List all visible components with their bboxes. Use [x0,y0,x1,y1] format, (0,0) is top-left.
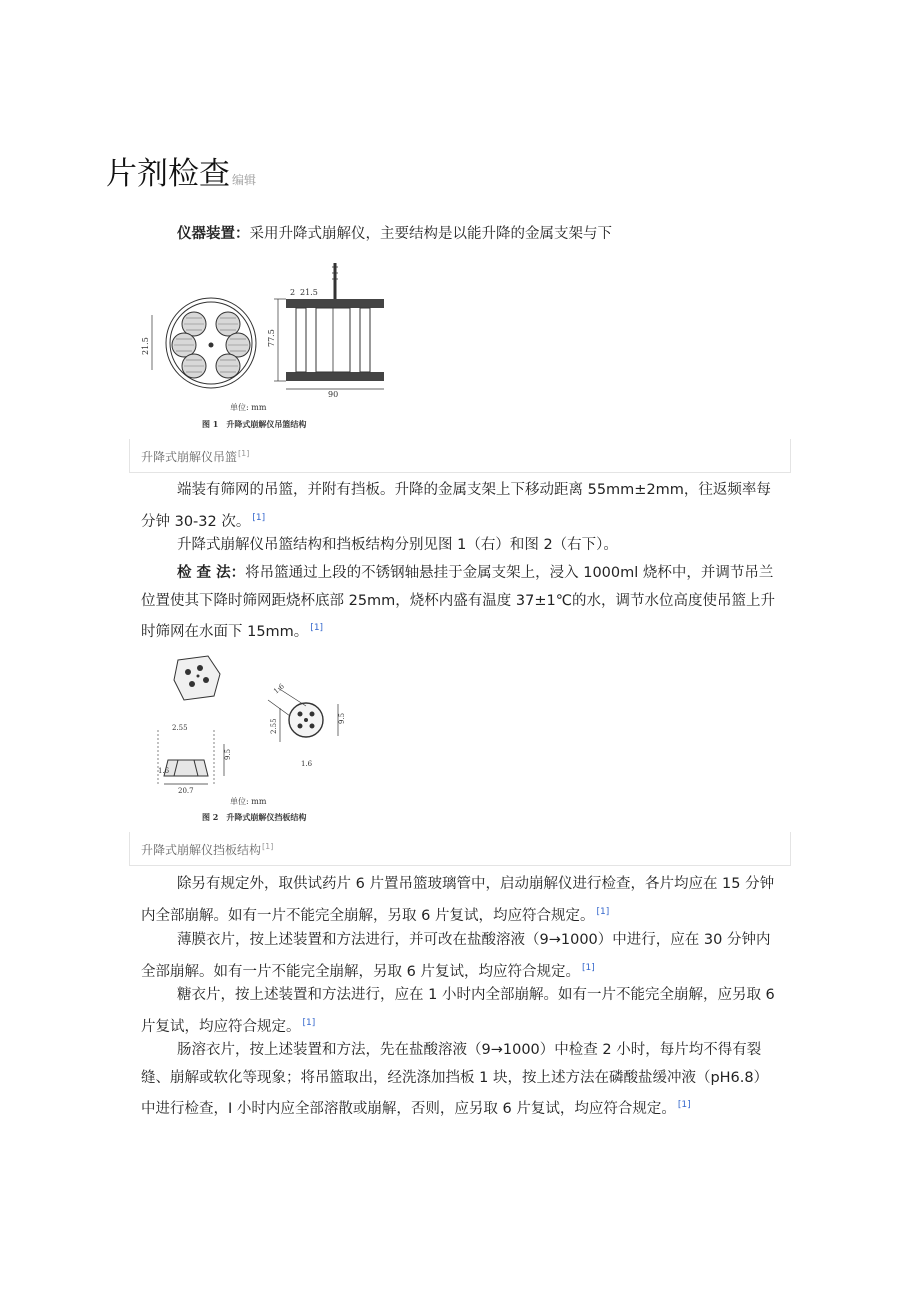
para2-text: 端装有筛网的吊篮，并附有挡板。升降的金属支架上下移动距离 55mm±2mm，往返频率每分钟 30-32 次。 [141,482,771,530]
para4-ref[interactable]: [1] [310,623,324,633]
fig2-caption-ref[interactable]: [1] [262,842,274,851]
fig2-dim-h: 1.6 [301,760,313,768]
page-title [106,154,256,200]
fig1-dim-height: 77.5 [267,329,276,347]
paragraph-7 [141,982,781,1041]
baffle-diagram [138,648,378,830]
para6-ref[interactable]: [1] [581,962,595,973]
para7-ref[interactable]: [1] [302,1017,316,1028]
figure-2-caption [129,832,791,866]
figure-1-caption [129,439,791,473]
fig1-dim-left: 21.5 [141,337,150,355]
paragraph-apparatus [141,221,781,249]
fig1-dim-top: 21.5 [300,288,318,297]
basket-diagram [138,255,398,435]
paragraph-6 [141,927,781,986]
fig2-unit: 单位: mm [230,797,267,806]
fig1-dim-width: 90 [328,390,339,399]
fig2-title: 图 2 升降式崩解仪挡板结构 [202,812,307,822]
fig2-dim-c: 1.6 [158,767,170,775]
fig1-dim-top-small: 2 [290,288,296,297]
para6-text: 薄膜衣片，按上述装置和方法进行，并可改在盐酸溶液（9→1000）中进行，应在 30 分钟内全部崩解。如有一片不能完全崩解，另取 6 片复试，均应符合规定。 [141,932,771,980]
para5-text: 除另有规定外，取供试药片 6 片置吊篮玻璃管中，启动崩解仪进行检查，各片均应在 15 分钟内全部崩解。如有一片不能完全崩解，另取 6 片复试，均应符合规定。 [141,876,775,924]
fig1-unit: 单位: mm [230,403,267,412]
fig1-title: 图 1 升降式崩解仪吊篮结构 [202,419,307,429]
paragraph-8 [141,1037,781,1123]
fig2-dim-f: 2.55 [270,718,278,734]
para8-ref[interactable]: [1] [677,1100,691,1110]
fig1-caption-ref[interactable]: [1] [238,449,250,458]
fig2-dim-e: 1.6 [272,682,286,696]
paragraph-2 [141,477,781,536]
paragraph-4 [141,560,781,646]
title-text: 片剂检查 [106,156,230,192]
fig2-dim-b: 9.5 [224,748,232,760]
fig2-dim-d: 20.7 [178,787,194,795]
para3-text: 升降式崩解仪吊篮结构和挡板结构分别见图 1（右）和图 2（右下）。 [177,537,618,553]
para8-text: 肠溶衣片，按上述装置和方法，先在盐酸溶液（9→1000）中检查 2 小时，每片均不得有裂缝、崩解或软化等现象；将吊篮取出，经洗涤加挡板 1 块，按上述方法在磷酸盐缓冲液（pH6.8）中进行检查，I 小时内应全部溶散或崩解，否则，应另取 6 片复试，均应符合规定。 [141,1042,769,1117]
paragraph-3 [141,532,781,560]
para4-text: 将吊篮通过上段的不锈钢轴悬挂于金属支架上，浸入 1000ml 烧杯中，并调节吊兰位置使其下降时筛网距烧杯底部 25mm，烧杯内盛有温度 37±1℃的水，调节水位高度使吊篮上升时筛网在水面下 15mm。 [141,565,776,640]
para2-ref[interactable]: [1] [252,512,266,523]
check-label: 检 查 法： [177,565,246,581]
apparatus-label: 仪器装置： [177,226,250,242]
paragraph-5 [141,871,781,930]
fig2-dim-a: 2.55 [172,724,188,732]
apparatus-text: 采用升降式崩解仪，主要结构是以能升降的金属支架与下 [249,226,612,242]
figure-2 [129,648,791,866]
figure-1 [129,255,791,473]
edit-link[interactable]: 编辑 [232,173,257,187]
fig1-caption-text: 升降式崩解仪吊篮 [141,450,238,464]
fig2-dim-g: 9.5 [338,712,346,724]
para7-text: 糖衣片，按上述装置和方法进行，应在 1 小时内全部崩解。如有一片不能完全崩解，应另取 6 片复试，均应符合规定。 [141,987,775,1035]
fig2-caption-text: 升降式崩解仪挡板结构 [141,843,262,857]
para5-ref[interactable]: [1] [596,906,610,917]
